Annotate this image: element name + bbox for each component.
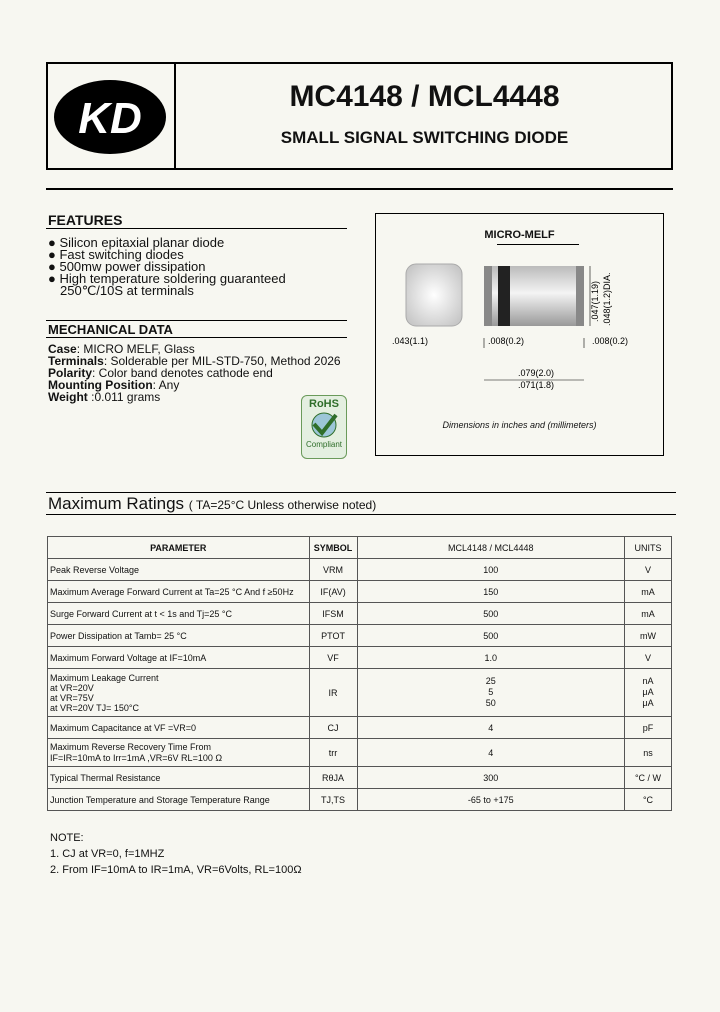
table-row: Maximum Capacitance at VF =VR=0 CJ 4 pF (48, 717, 672, 739)
mech-row: Polarity: Color band denotes cathode end (48, 366, 273, 380)
package-caption: Dimensions in inches and (millimeters) (442, 420, 597, 430)
check-globe-icon (302, 410, 346, 440)
features-list (48, 237, 348, 297)
page-subtitle: SMALL SIGNAL SWITCHING DIODE (280, 128, 569, 147)
right-cap (576, 266, 584, 326)
notes-heading: NOTE: (50, 832, 84, 844)
ratings-table (47, 536, 672, 811)
diode-drawing (376, 250, 662, 400)
col-header: SYMBOL (309, 537, 357, 559)
ratings-rule (46, 514, 676, 515)
notes (50, 830, 302, 878)
page-title: MC4148 / MCL4448 (289, 80, 560, 113)
mech-row: Weight :0.011 grams (48, 390, 161, 404)
col-header: UNITS (625, 537, 672, 559)
dim-len-min-label: .071(1.8) (518, 380, 555, 390)
table-row: Maximum Average Forward Current at Ta=25 °C And f ≥50Hz IF(AV) 150 mA (48, 581, 672, 603)
header-rule (46, 188, 673, 190)
table-row: Maximum Reverse Recovery Time From IF=IR=10mA to Irr=1mA ,VR=6V RL=100 Ω trr 4 ns (48, 739, 672, 767)
list-item: ● Fast switching diodes (48, 247, 184, 262)
dim-end-label: .043(1.1) (392, 336, 429, 346)
note-item: 1. CJ at VR=0, f=1MHZ (50, 848, 165, 860)
rohs-badge: RoHS Compliant (301, 395, 347, 459)
table-row: Maximum Leakage Current at VR=20V at VR=75V at VR=20V TJ= 150°C IR 25 5 50 nA μA μA (48, 669, 672, 717)
list-item-cont: 250℃/10S at terminals (60, 283, 194, 298)
mechanical-rule-top (46, 320, 347, 321)
mech-row: Case: MICRO MELF, Glass (48, 342, 195, 356)
table-row: Junction Temperature and Storage Temperature Range TJ,TS -65 to +175 °C (48, 789, 672, 811)
cathode-band (498, 266, 510, 326)
table-row: Surge Forward Current at t < 1s and Tj=25 °C IFSM 500 mA (48, 603, 672, 625)
list-item: ● High temperature soldering guaranteed (48, 271, 286, 286)
mech-row: Terminals: Solderable per MIL-STD-750, Method 2026 (48, 354, 341, 368)
dim-dia2-label: .048(1.2)DIA. (602, 272, 612, 326)
features-heading: FEATURES (48, 212, 123, 228)
mechanical-heading: MECHANICAL DATA (48, 322, 173, 337)
ratings-heading: Maximum Ratings ( TA=25°C Unless otherwise noted) (48, 494, 377, 513)
table-header-row (48, 537, 672, 559)
kd-logo (52, 78, 168, 156)
dim-band2-label: .008(0.2) (592, 336, 629, 346)
table-row: Typical Thermal Resistance RθJA 300 °C / W (48, 767, 672, 789)
dim-dia-label: .047(1.19) (590, 280, 600, 322)
mech-row: Mounting Position: Any (48, 378, 180, 392)
left-cap (484, 266, 492, 326)
table-row: Maximum Forward Voltage at IF=10mA VF 1.0 V (48, 647, 672, 669)
package-name: MICRO-MELF (484, 229, 555, 241)
svg-text:KD: KD (78, 94, 142, 143)
list-item: ● Silicon epitaxial planar diode (48, 235, 225, 250)
note-item: 2. From IF=10mA to IR=1mA, VR=6Volts, RL=100Ω (50, 864, 302, 876)
dim-band-label: .008(0.2) (488, 336, 525, 346)
package-name-rule (497, 244, 579, 245)
table-row: Peak Reverse Voltage VRM 100 V (48, 559, 672, 581)
mechanical-rule (46, 337, 347, 338)
table-row: Power Dissipation at Tamb= 25 °C PTOT 500 mW (48, 625, 672, 647)
end-view (406, 264, 462, 326)
header-divider (174, 62, 176, 170)
features-rule (46, 228, 347, 229)
col-header: PARAMETER (48, 537, 310, 559)
mechanical-list (48, 343, 348, 403)
ratings-rule-top (46, 492, 676, 493)
list-item: ● 500mw power dissipation (48, 259, 206, 274)
dim-len-max-label: .079(2.0) (518, 368, 555, 378)
col-header: MCL4148 / MCL4448 (357, 537, 624, 559)
